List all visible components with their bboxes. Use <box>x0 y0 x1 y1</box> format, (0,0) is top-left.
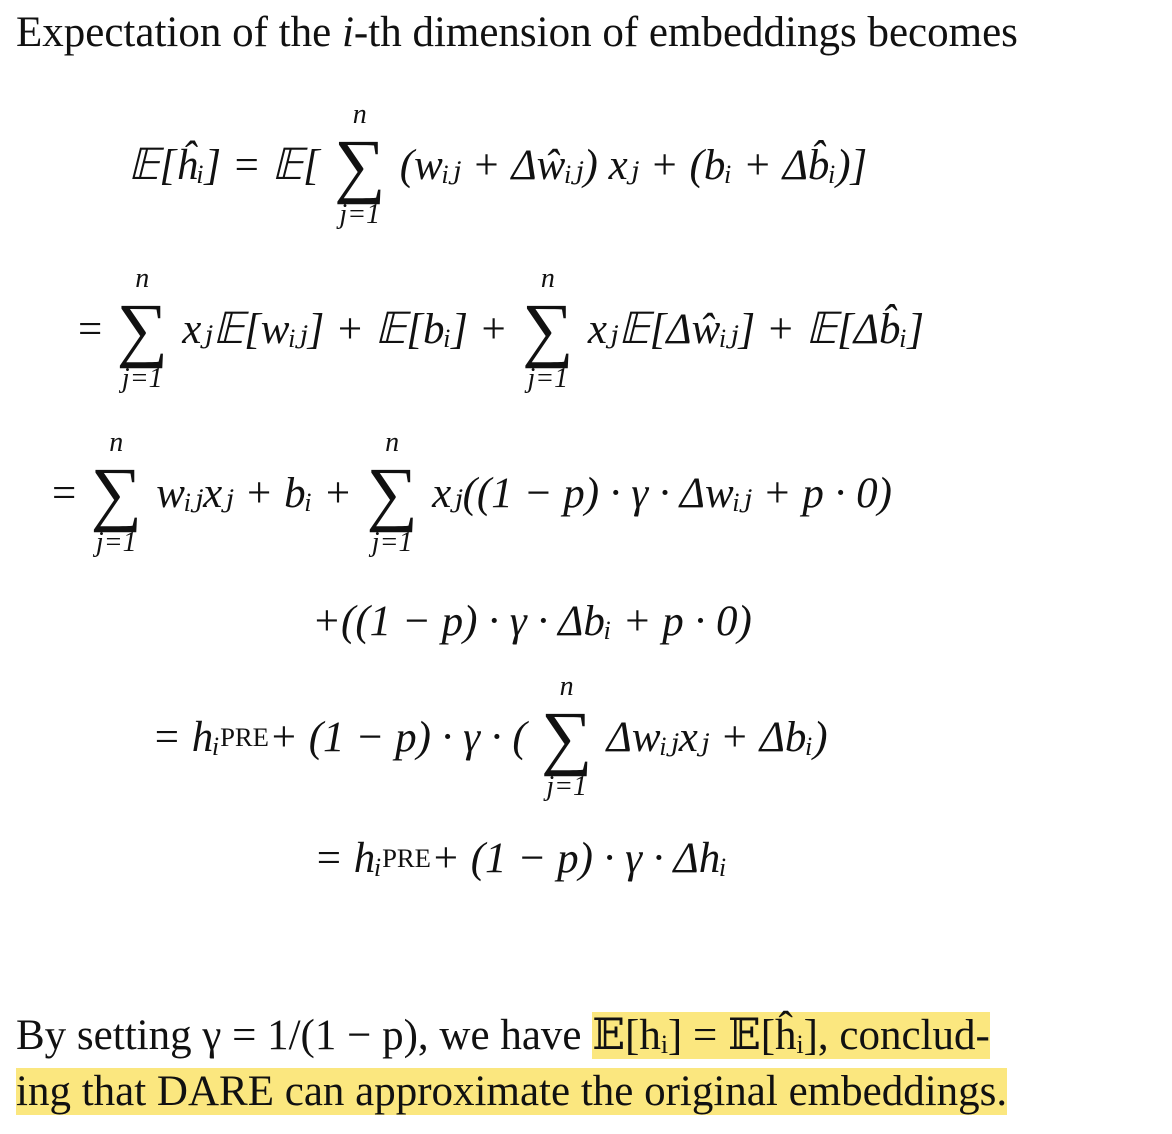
sum-upper-limit: n <box>352 99 367 130</box>
sum-lower-limit: j=1 <box>95 527 137 558</box>
line2-end: xⱼ𝔼[Δŵᵢⱼ] + 𝔼[Δb̂ᵢ] <box>587 306 925 353</box>
line1-rhs: (wᵢⱼ + Δŵᵢⱼ) xⱼ + (bᵢ + Δb̂ᵢ)] <box>399 142 868 189</box>
conclusion-highlight-1: 𝔼[hᵢ] = 𝔼[ĥᵢ], conclud- <box>592 1012 990 1059</box>
sum-upper-limit: n <box>109 427 124 458</box>
intro-before: Expectation of the <box>16 9 342 56</box>
line6-h: = hᵢ <box>314 834 383 882</box>
intro-sentence <box>16 8 1166 58</box>
line3-end: xⱼ((1 − p) · γ · Δwᵢⱼ + p · 0) <box>432 470 892 517</box>
line3-middle: wᵢⱼxⱼ + bᵢ + <box>156 470 353 517</box>
sum-lower-limit: j=1 <box>527 363 569 394</box>
conclusion-highlight-2: ing that DARE can approximate the original embeddings. <box>16 1068 1008 1115</box>
summation <box>80 426 152 560</box>
line5-middle: + (1 − p) · γ · ( <box>268 713 527 761</box>
sigma-icon: ∑ <box>90 453 142 533</box>
sum-upper-limit: n <box>135 263 150 294</box>
sigma-icon: ∑ <box>334 125 386 205</box>
sigma-icon: ∑ <box>366 453 418 533</box>
intro-variable: i <box>341 9 354 56</box>
sigma-icon: ∑ <box>522 289 574 369</box>
sigma-icon: ∑ <box>540 697 593 777</box>
equation-line-6 <box>314 788 727 928</box>
equation-line-2 <box>78 254 924 404</box>
line5-h: = hᵢ <box>152 713 221 761</box>
sum-lower-limit: j=1 <box>339 199 381 230</box>
line2-middle: xⱼ𝔼[wᵢⱼ] + 𝔼[bᵢ] + <box>182 306 508 353</box>
summation <box>356 426 428 560</box>
line3-equals: = <box>52 469 77 517</box>
sigma-icon: ∑ <box>116 289 168 369</box>
line4-expression: +((1 − p) · γ · Δbᵢ + p · 0) <box>312 597 752 645</box>
conclusion-line-1 <box>16 1008 1166 1064</box>
summation <box>512 262 584 396</box>
summation <box>106 262 178 396</box>
line2-equals: = <box>78 305 103 353</box>
sum-upper-limit: n <box>540 263 555 294</box>
equation-line-1 <box>128 90 867 240</box>
summation <box>531 670 603 804</box>
conclusion-line-2 <box>16 1064 1166 1120</box>
line5-end: Δwᵢⱼxⱼ + Δbᵢ) <box>606 714 828 761</box>
conclusion-plain: By setting γ = 1/(1 − p), we have <box>16 1012 593 1059</box>
conclusion-paragraph <box>16 1008 1166 1120</box>
line6-pre-superscript: PRE <box>382 842 431 873</box>
line1-lhs: 𝔼[ĥᵢ] = 𝔼[ <box>128 142 320 189</box>
intro-after: -th dimension of embeddings becomes <box>353 9 1018 56</box>
sum-lower-limit: j=1 <box>546 771 587 802</box>
line5-pre-superscript: PRE <box>220 721 269 752</box>
sum-upper-limit: n <box>559 671 574 702</box>
sum-upper-limit: n <box>385 427 400 458</box>
sum-lower-limit: j=1 <box>121 363 163 394</box>
sum-lower-limit: j=1 <box>371 527 413 558</box>
line6-end: + (1 − p) · γ · Δhᵢ <box>430 834 728 882</box>
summation <box>324 98 396 232</box>
